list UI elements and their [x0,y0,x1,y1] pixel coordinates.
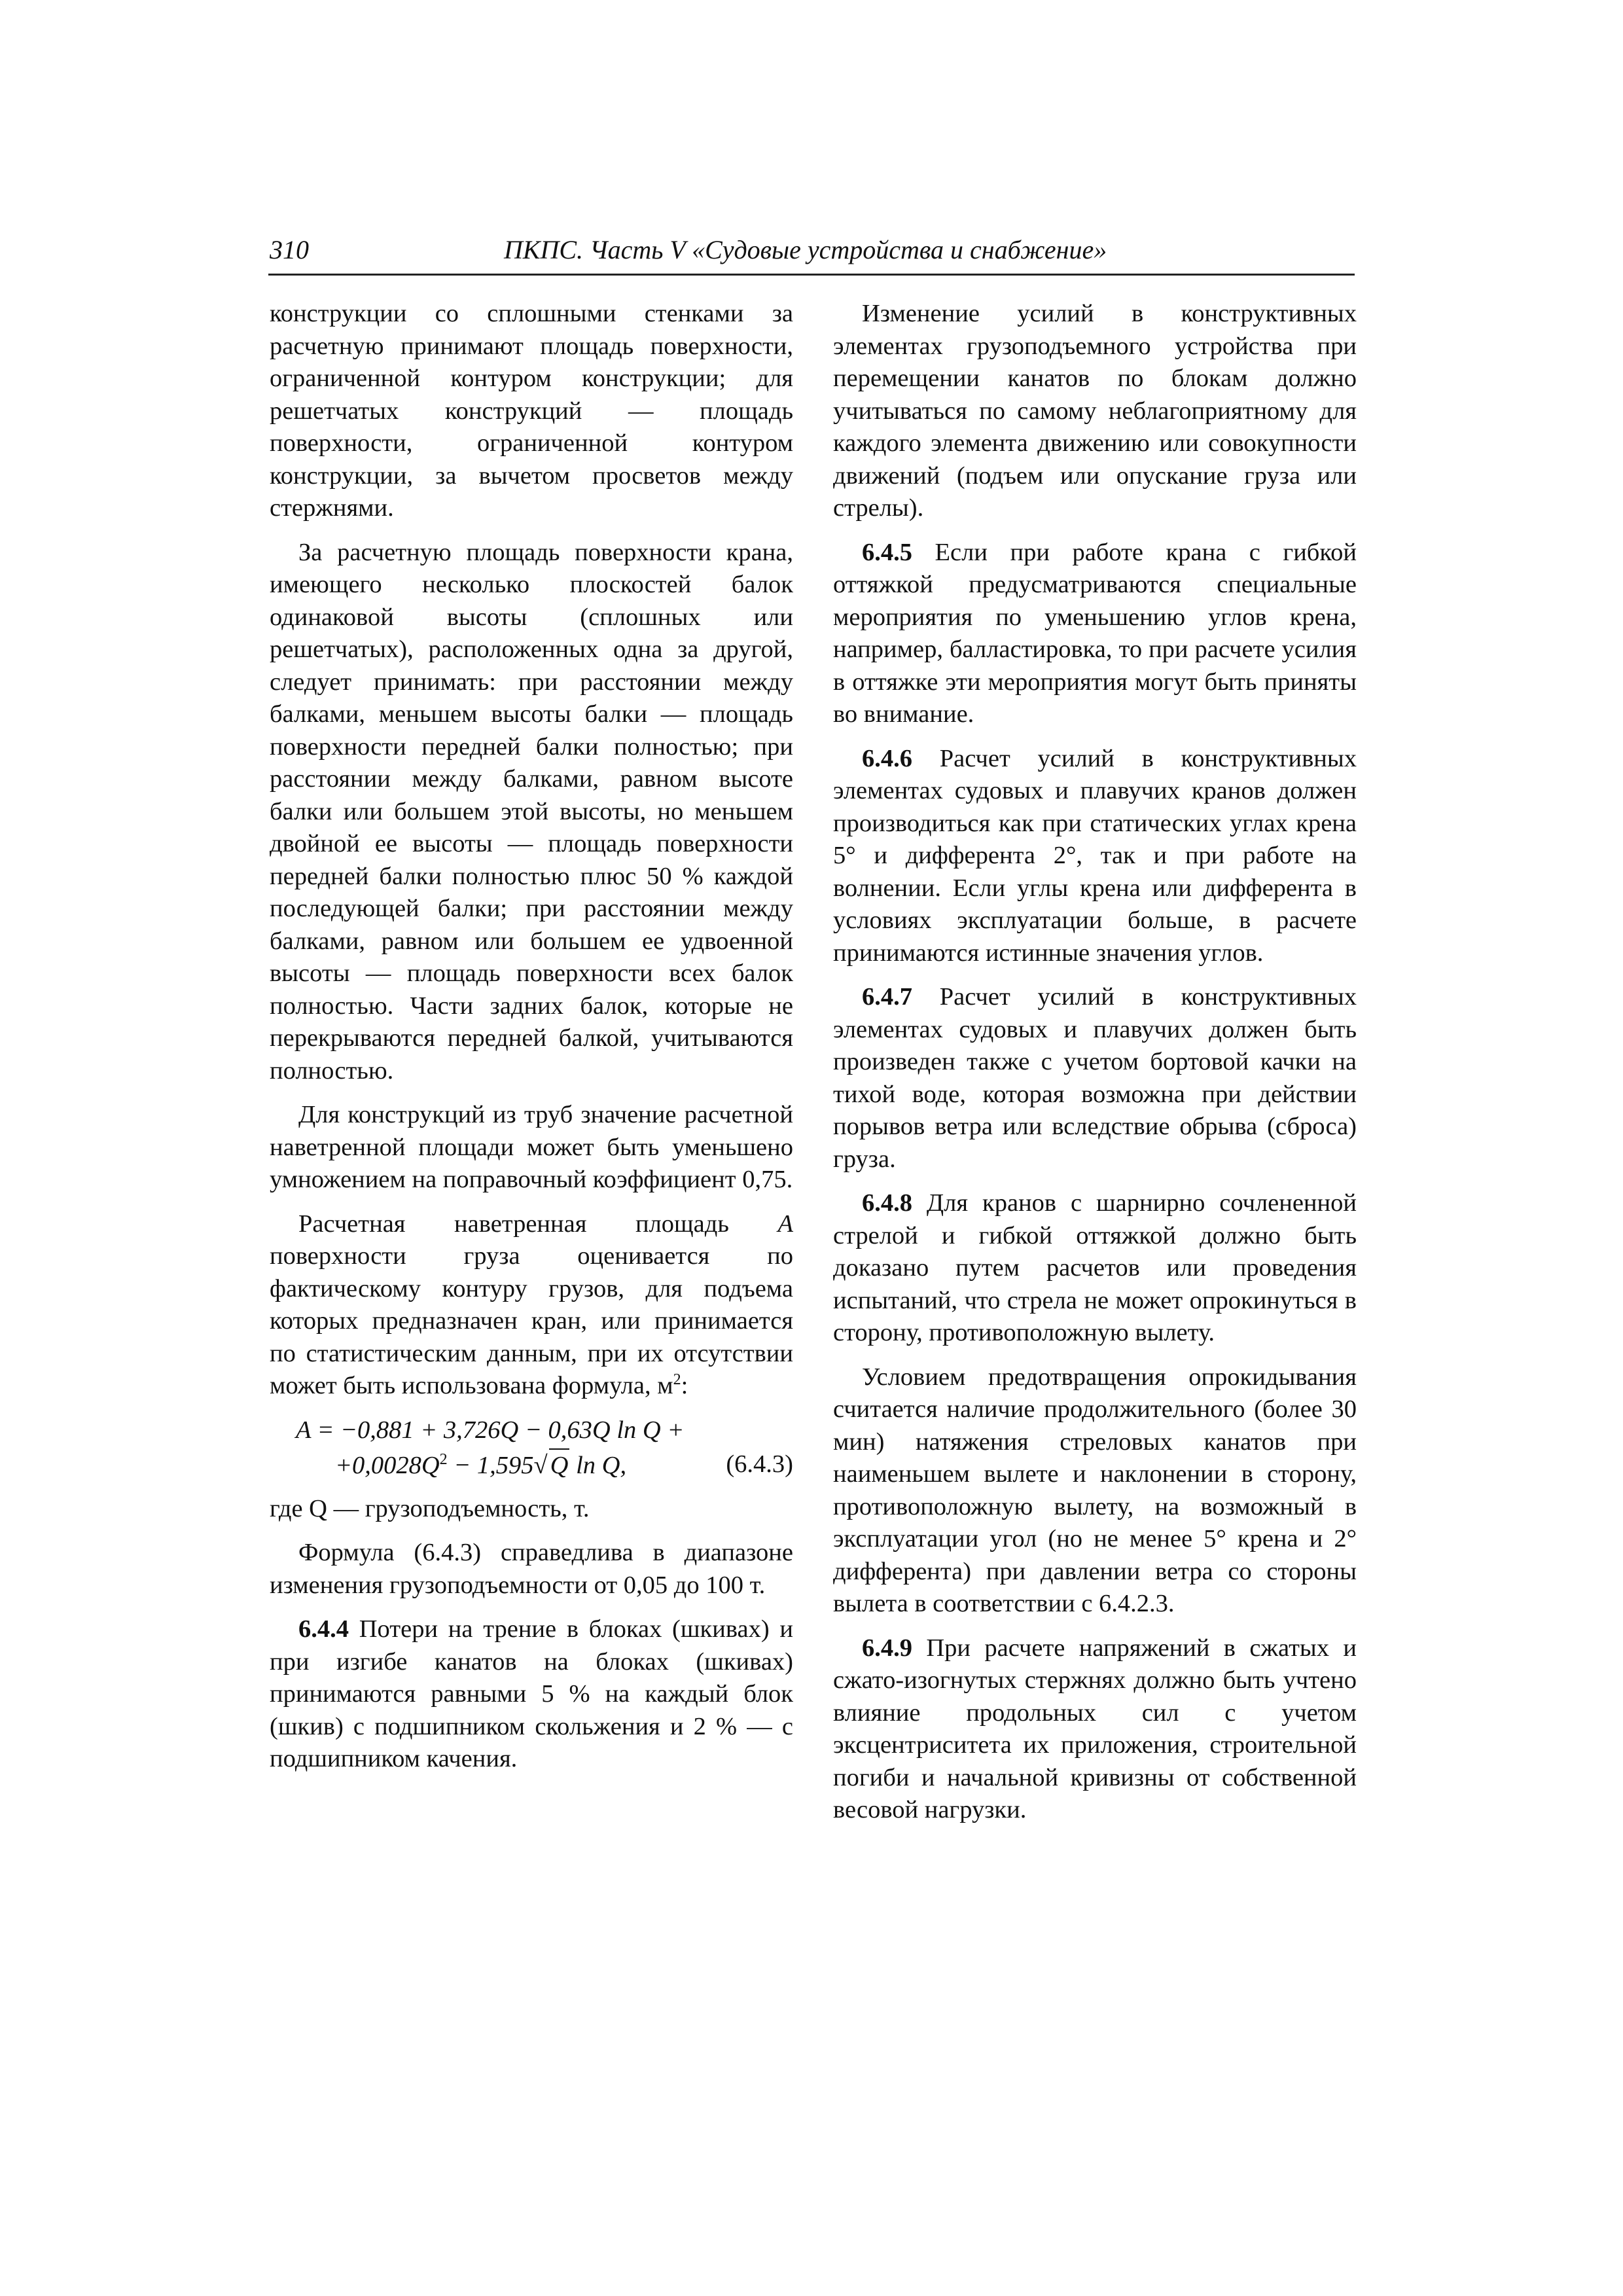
paragraph: Условием предотвращения опрокидывания считается наличие продолжительного (более 30 мин) натяжения стреловых канатов при наименьшем вылете и наклонении в сторону, противоположную вылету, на возможный в эксплуатации угол (но не менее 5° крена и 2° дифферента) при давлении ветра со стороны вылета в соответствии с 6.4.2.3. [833,1363,1357,1617]
clause-number: 6.4.7 [862,983,912,1011]
clause-number: 6.4.8 [862,1189,912,1217]
section-6-4-5: 6.4.5 Если при работе крана с гибкой оттяжкой предусматриваются специальные мероприятия по уменьшению углов крена, например, балластировка, то при расчете усилия в оттяжке эти мероприятия могут быть приняты во внимание. [833,538,1357,728]
sqrt-argument: Q [549,1448,570,1482]
paragraph: Формула (6.4.3) справедлива в диапазоне изменения грузоподъемности от 0,05 до 100 т. [270,1539,793,1599]
section-6-4-9: 6.4.9 При расчете напряжений в сжатых и сжато-изогнутых стержнях должно быть учтено влияние продольных сил с учетом эксцентриситета их приложения, строительной погиби и начальной кривизны от собственной весовой нагрузки. [833,1634,1357,1823]
paragraph: Для конструкций из труб значение расчетной наветренной площади может быть уменьшено умножением на поправочный коэффициент 0,75. [270,1101,793,1193]
formula-6-4-3 [270,1414,793,1488]
paragraph: Расчетная наветренная площадь A поверхности груза оценивается по фактическому контуру грузов, для подъема которых предназначен кран, или принимается по статистическим данным, при их отсутствии может быть использована формула, $м^2$: [270,1210,794,1399]
formula-line-1: A = −0,881 + 3,726Q − 0,63Q ln Q + [296,1416,685,1444]
section-6-4-8: 6.4.8 Для кранов с шарнирно сочлененной стрелой и гибкой оттяжкой должно быть доказано путем расчетов или проведения испытаний, что стрела не может опрокинуться в сторону, противоположную вылету. [833,1189,1357,1346]
equation-number: (6.4.3) [726,1450,793,1478]
left-column [270,298,793,1787]
page-number: 310 [270,235,309,264]
right-column [833,298,1357,1839]
running-header [268,234,1355,276]
clause-number: 6.4.9 [862,1634,912,1662]
formula-line-2: $+0,0028Q^2 - 1,595√$ Q ln Q, [335,1448,626,1482]
paragraph: Изменение усилий в конструктивных элементах грузоподъемного устройства при перемещении канатов по блокам должно учитываться по самому неблагоприятному для каждого элемента движению или совокупности движений (подъем или опускание груза или стрелы). [833,300,1357,522]
section-6-4-7: 6.4.7 Расчет усилий в конструктивных элементах судовых и плавучих должен быть произведен также с учетом бортовой качки на тихой воде, которая возможна при действии порывов ветра или вследствие обрыва (сброса) груза. [833,983,1357,1173]
section-6-4-4: 6.4.4 Потери на трение в блоках (шкивах) и при изгибе канатов на блоках (шкивах) принимаются равными 5 % на каждый блок (шкив) с подшипником скольжения и 2 % — с подшипником качения. [270,1615,793,1772]
running-title: ПКПС. Часть V «Судовые устройства и снабжение» [504,235,1107,264]
paragraph: где Q — грузоподъемность, т. [270,1494,590,1522]
section-6-4-6: 6.4.6 Расчет усилий в конструктивных элементах судовых и плавучих кранов должен производиться как при статических углах крена 5° и дифферента 2°, так и при работе на волнении. Если углы крена или дифферента в условиях эксплуатации больше, в расчете принимаются истинные значения углов. [833,744,1357,967]
paragraph: За расчетную площадь поверхности крана, имеющего несколько плоскостей балок одинаковой высоты (сплошных или решетчатых), расположенных одна за другой, следует принимать: при расстоянии между балками, меньшем высоты балки — площадь поверхности передней балки полностью; при расстоянии между балками, равном высоте балки или большем этой высоты, но меньшем двойной ее высоты — площадь поверхности передней балки полностью плюс 50 % каждой последующей балки; при расстоянии между балками, равном или большем ее удвоенной высоты — площадь поверхности всех балок полностью. Части задних балок, которые не перекрываются передней балкой, учитываются полностью. [270,538,793,1085]
sqrt-sign: √ [533,1451,548,1479]
clause-number: 6.4.5 [862,538,912,566]
paragraph: конструкции со сплошными стенками за расчетную принимают площадь поверхности, ограниченной контуром конструкции; для решетчатых конструкций — площадь поверхности, ограниченной контуром конструкции, за вычетом просветов между стержнями. [270,300,793,522]
clause-number: 6.4.4 [298,1615,349,1643]
clause-number: 6.4.6 [862,744,912,772]
